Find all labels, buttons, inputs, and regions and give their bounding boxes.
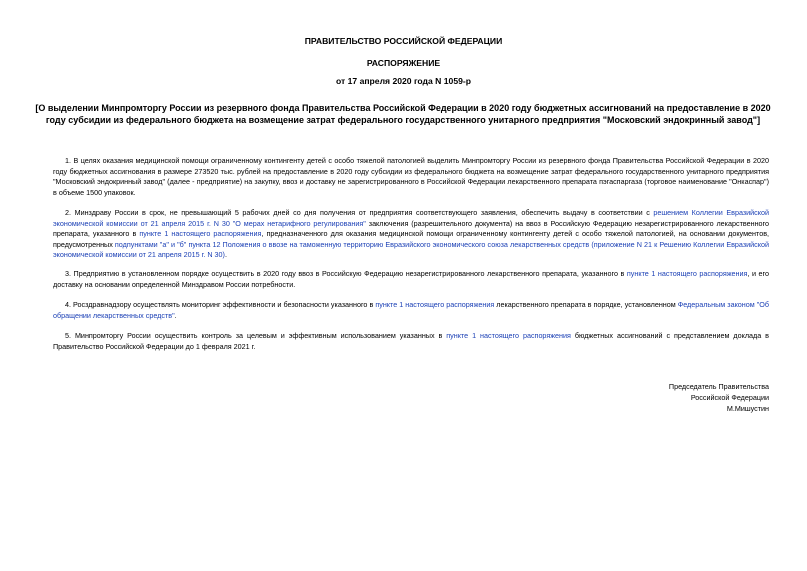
link-eec-decision-30[interactable]: решением Коллегии Евразийской экономической комиссии от 21 апреля 2015 г. N 30 "О мерах нетарифного регулирования" (53, 208, 770, 228)
paragraph-text: 5. Минпромторгу России осуществить контроль за целевым и эффективным использованием указанных в (65, 331, 447, 340)
government-heading: ПРАВИТЕЛЬСТВО РОССИЙСКОЙ ФЕДЕРАЦИИ (304, 36, 503, 46)
link-point-1[interactable]: пункте 1 настоящего распоряжения (446, 331, 571, 340)
document-date: от 17 апреля 2020 года N 1059-р (336, 76, 471, 86)
paragraph-3 (53, 269, 769, 290)
paragraph-text: 1. В целях оказания медицинской помощи ограниченному контингенту детей с особо тяжелой патологией выделить Минпромторгу России из резервного фонда Правительства Российской Федерации в 2020 году бюджетных ассигнования в размере 273520 тыс. рублей на предоставление в 2020 году субсидии из федерального бюджета на возмещение затрат федерального государственного унитарного предприятия "Московский эндокринный завод" (далее - предприятие) на закупку, ввоз и доставку не зарегистрированного в Российской Федерации лекарственного препарата пэгаспаргаза (торговое наименование "Онкаспар") в объеме 1500 упаковок. (53, 156, 769, 197)
link-point-1[interactable]: пункте 1 настоящего распоряжения (139, 229, 262, 239)
paragraph-1 (53, 156, 769, 198)
link-subparagraphs-a-b[interactable]: подпунктами "а" и "б" пункта 12 Положения о ввозе на таможенную территорию Евразийского экономического союза лекарственных средств (114, 239, 590, 249)
paragraph-2 (53, 208, 769, 261)
signature-block (569, 382, 769, 414)
signature-country: Российской Федерации (690, 392, 769, 402)
signature-name: М.Мишустин (726, 403, 769, 413)
paragraph-text: заключения (разрешительного документа) на ввоз в Российскую Федерацию незарегистрированного лекарственного препарата, указанного в (53, 218, 769, 239)
paragraph-text: . (224, 250, 227, 260)
paragraph-text: бюджетных ассигнований с представлением доклада в Правительство Российской Федерации до 1 февраля 2021 г. (53, 331, 770, 351)
paragraph-text: 4. Росздравнадзору осуществлять мониторинг эффективности и безопасности указанного в (65, 300, 376, 309)
document-title: [О выделении Минпромторгу России из резервного фонда Правительства Российской Федерации в 2020 году бюджетных ассигнований на предоставление в 2020 году субсидии из федерального бюджета на возмещение затрат федерального государственного унитарного предприятия "Московский эндокринный завод"] (35, 103, 771, 125)
signature-position: Председатель Правительства (668, 382, 769, 391)
link-federal-law[interactable]: Федеральным законом "Об обращении лекарственных средств" (53, 300, 769, 320)
paragraph-text: лекарственного препарата в порядке, установленном (494, 300, 678, 309)
paragraph-text: , предназначенного для оказания медицинской помощи ограниченному контингенту детей с особо тяжелой патологией, на основании документов, предусмотренных (53, 229, 770, 249)
paragraph-text: 3. Предприятию в установленном порядке осуществить в 2020 году ввоз в Российскую Федерацию незарегистрированного лекарственного препарата, указанного в (65, 269, 627, 278)
link-point-1[interactable]: пункте 1 настоящего распоряжения (375, 300, 495, 309)
paragraph-4 (53, 300, 769, 321)
paragraph-text: 2. Минздраву России в срок, не превышающий 5 рабочих дней со дня получения от предприятия соответствующего заявления, обеспечить выдачу в соответствии с (65, 208, 654, 217)
link-appendix-21[interactable]: (приложение N 21 к Решению Коллегии Евразийской экономической комиссии от 21 апреля 2015 г. N 30) (53, 239, 769, 260)
link-point-1[interactable]: пункте 1 настоящего распоряжения (626, 269, 748, 278)
paragraph-text: . (174, 310, 177, 320)
document-kind: РАСПОРЯЖЕНИЕ (366, 58, 441, 68)
paragraph-5 (53, 331, 769, 352)
paragraph-text: , и его доставку на основании определенной Минздравом России потребности. (53, 269, 770, 289)
